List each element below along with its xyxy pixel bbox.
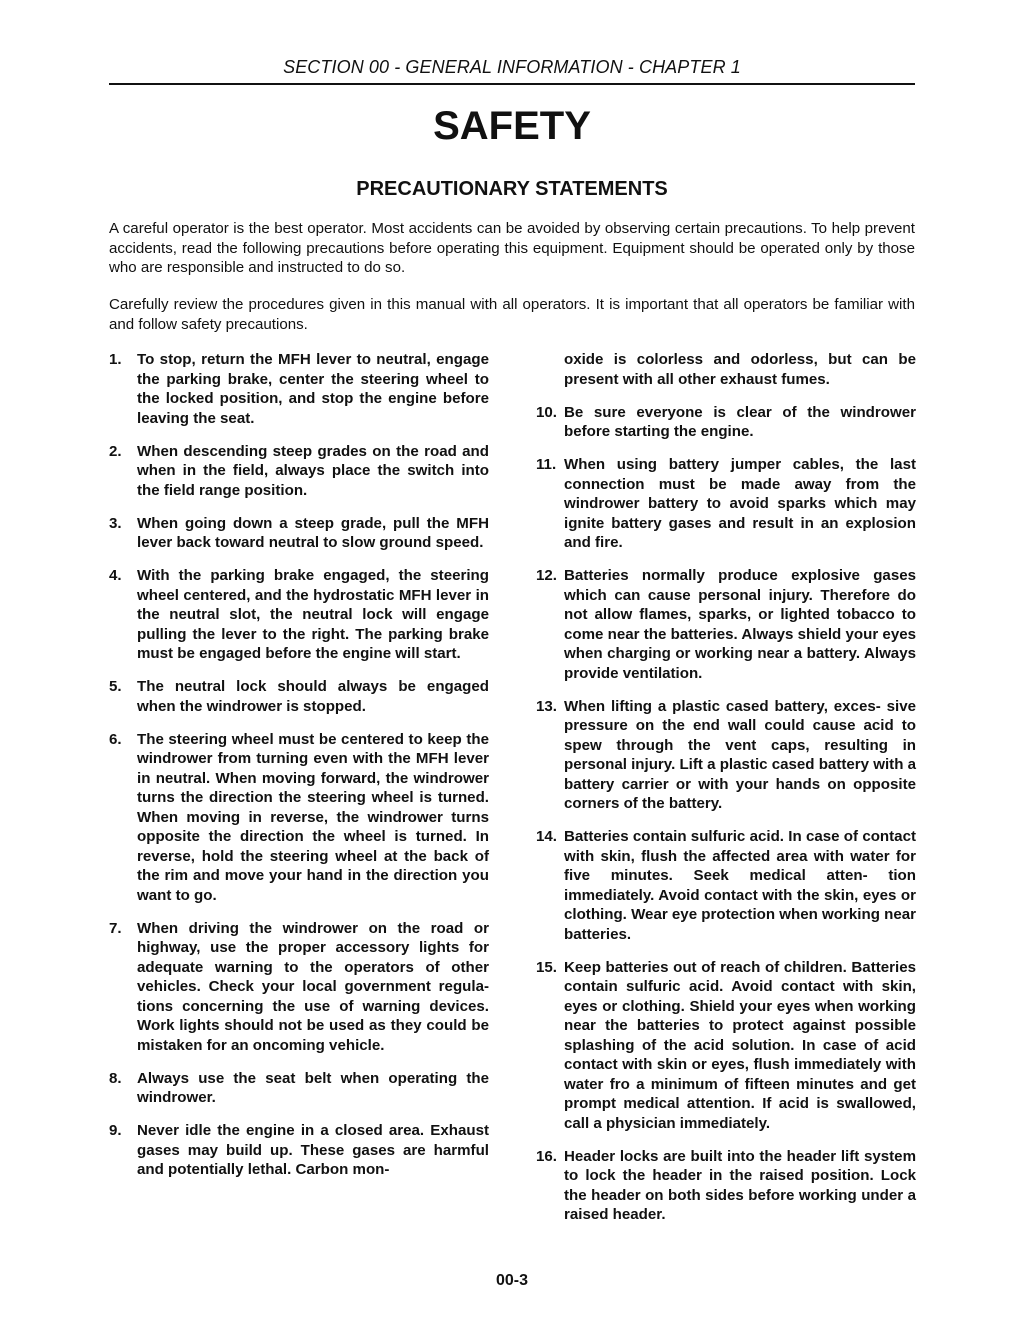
item-text: Always use the seat belt when operating the windrower. — [137, 1069, 489, 1106]
list-item — [109, 1069, 489, 1108]
page-title: SAFETY — [433, 104, 591, 148]
item-number: 5. — [109, 678, 122, 695]
item-text: Batteries contain sulfuric acid. In case of contact with skin, flush the affected area with water for five minutes. Seek medical atten- tion immediately. Avoid contact with the skin, eyes or clothing. Wear eye protection when working near batteries. — [564, 828, 916, 943]
item-text: When going down a steep grade, pull the MFH lever back toward neutral to slow ground speed. — [137, 514, 489, 551]
right-column — [536, 350, 916, 1238]
item-text: Header locks are built into the header lift system to lock the header in the raised position. Lock the header on both sides before working under a raised header. — [564, 1147, 916, 1223]
item-text: To stop, return the MFH lever to neutral, engage the parking brake, center the steering wheel to the locked position, and stop the engine before leaving the seat. — [137, 351, 489, 427]
list-item — [109, 350, 489, 428]
item-number: 14. — [536, 828, 557, 845]
item-number: 1. — [109, 351, 122, 368]
list-item-continuation — [536, 350, 916, 389]
list-item — [536, 403, 916, 442]
item-text: When lifting a plastic cased battery, exces- sive pressure on the end wall could cause acid to spew through the vent caps, resulting in personal injury. Lift a plastic cased battery with a battery carrier or with your hands on opposite corners of the battery. — [564, 697, 917, 812]
item-text: Batteries normally produce explosive gases which can cause personal injury. Therefore do not allow flames, sparks, or lighted tobacco to come near the batteries. Always shield your eyes when charging or working near a battery. Always provide ventilation. — [564, 567, 916, 682]
item-number: 13. — [536, 697, 557, 715]
item-text: When descending steep grades on the road and when in the field, always place the switch into the field range position. — [137, 442, 489, 499]
item-number: 10. — [536, 403, 557, 421]
item-text: The neutral lock should always be engaged when the windrower is stopped. — [137, 678, 489, 715]
item-number: 12. — [536, 567, 557, 584]
list-item — [109, 677, 489, 716]
page-number: 00-3 — [495, 1272, 529, 1289]
item-text: With the parking brake engaged, the steering wheel centered, and the hydrostatic MFH lever in the neutral slot, the neutral lock will engage pulling the lever to the right. The parking brake must be engaged before the engine will start. — [137, 567, 489, 662]
list-item — [536, 697, 916, 814]
item-text: When using battery jumper cables, the last connection must be made away from the windrower battery to avoid sparks which may ignite battery gases and result in an explosion and fire. — [564, 456, 916, 551]
list-item — [109, 566, 489, 664]
list-item — [536, 1147, 916, 1225]
list-item — [109, 442, 489, 501]
item-number: 3. — [109, 514, 122, 532]
item-text: oxide is colorless and odorless, but can be present with all other exhaust fumes. — [564, 351, 916, 388]
list-item — [109, 730, 489, 906]
item-text: Be sure everyone is clear of the windrower before starting the engine. — [564, 403, 916, 440]
item-number: 6. — [109, 730, 122, 748]
item-number: 9. — [109, 1122, 122, 1139]
item-number: 11. — [536, 456, 557, 473]
item-number: 15. — [536, 958, 557, 976]
item-number: 8. — [109, 1069, 122, 1087]
item-text: Keep batteries out of reach of children. Batteries contain sulfuric acid. Avoid contact with skin, eyes or clothing. Shield your eyes when working near the batteries to protect against possible splashing of the acid solution. In case of acid contact with skin or eyes, flush immediately with water fro a minimum of fifteen minutes and get prompt medical attention. If acid is swallowed, call a physician immediately. — [564, 958, 916, 1132]
item-text: When driving the windrower on the road or highway, use the proper accessory lights for adequate warning to the operators of other vehicles. Check your local government regula- tions concerning the use of warning devices. Work lights should not be used as they could be mistaken for an oncoming vehicle. — [137, 919, 489, 1054]
list-item — [536, 566, 916, 683]
item-number: 4. — [109, 567, 122, 584]
intro-paragraph-2: Carefully review the procedures given in this manual with all operators. It is important that all operators be familiar with and follow safety precautions. — [109, 296, 915, 333]
item-number: 16. — [536, 1147, 557, 1165]
section-header: SECTION 00 - GENERAL INFORMATION - CHAPTER 1 — [283, 57, 741, 77]
list-item — [109, 514, 489, 553]
header-divider — [109, 83, 915, 85]
list-item — [109, 919, 489, 1056]
list-item — [536, 827, 916, 944]
list-item — [109, 1121, 489, 1180]
item-number: 7. — [109, 919, 122, 937]
left-column — [109, 350, 489, 1193]
list-item — [536, 455, 916, 553]
item-text: The steering wheel must be centered to keep the windrower from turning even with the MFH lever in neutral. When moving forward, the windrower turns the direction the steering wheel is turned. When moving in reverse, the windrower turns opposite the direction the wheel is turned. In reverse, hold the steering wheel at the back of the rim and move your hand in the direction you want to go. — [137, 730, 489, 904]
section-subtitle: PRECAUTIONARY STATEMENTS — [356, 178, 668, 200]
item-text: Never idle the engine in a closed area. Exhaust gases may build up. These gases are harmful and potentially lethal. Carbon mon- — [137, 1122, 489, 1178]
list-item — [536, 958, 916, 1134]
item-number: 2. — [109, 442, 122, 460]
intro-paragraph-1: A careful operator is the best operator. Most accidents can be avoided by observing certain precautions. To help prevent accidents, read the following precautions before operating this equipment. Equipment should be operated only by those who are responsible and instructed to do so. — [109, 220, 915, 276]
